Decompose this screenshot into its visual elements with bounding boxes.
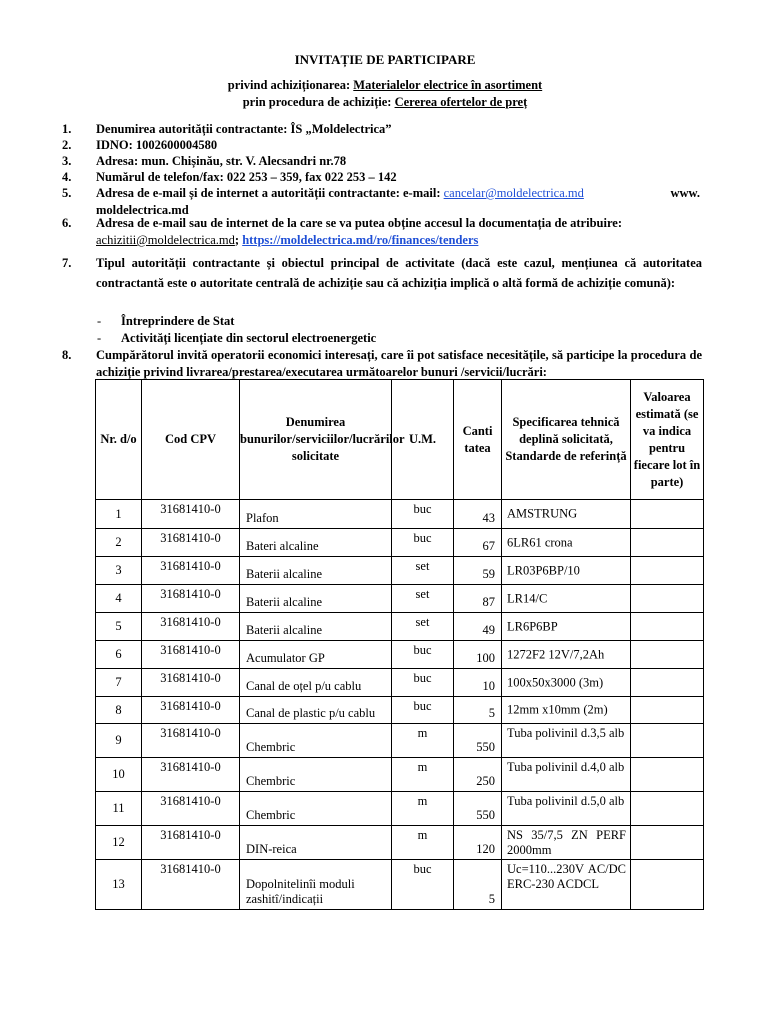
cell-qty <box>454 585 502 613</box>
item-text: Adresa de e-mail sau de internet de la care se va putea obține accesul la documentația de atribuire: <box>96 216 622 230</box>
cell-spec <box>502 758 631 792</box>
name-text: DIN-reica <box>246 842 297 856</box>
table-row <box>96 585 704 613</box>
um-text: buc <box>413 862 432 876</box>
qty-text: 550 <box>476 740 495 754</box>
cell-name <box>240 860 392 910</box>
item-number: 1. <box>62 122 72 136</box>
table-row <box>96 860 704 910</box>
cell-spec <box>502 613 631 641</box>
cell-value <box>631 758 704 792</box>
item-number: 6. <box>62 216 72 230</box>
cell-spec <box>502 529 631 557</box>
cell-nr <box>96 500 142 529</box>
cell-spec <box>502 585 631 613</box>
um-text: m <box>417 828 428 842</box>
cell-cpv <box>142 500 240 529</box>
cell-cpv <box>142 585 240 613</box>
name-text: Baterii alcaline <box>246 623 323 637</box>
item-text: Cumpărătorul invită operatorii economici interesați, care îi pot satisface necesitățile, să participe la procedura de achiziție privind livrarea/prestarea/executarea următoarelor bunuri /servicii/lucrări: <box>96 348 702 379</box>
procedure-value: Cererea ofertelor de preț <box>394 95 528 109</box>
table-row <box>96 826 704 860</box>
item-number: 7. <box>62 256 72 270</box>
item-text: Tipul autorității contractante și obiectul principal de activitate (dacă este cazul, mențiunea că autoritatea contractantă este o autoritate centrală de achiziție sau că achiziția implică o altă formă de achiziție comună): <box>96 256 702 290</box>
name-text: Baterii alcaline <box>246 567 323 581</box>
cpv-text: 31681410-0 <box>160 794 221 808</box>
qty-text: 67 <box>482 539 495 553</box>
table-row <box>96 500 704 529</box>
cell-spec <box>502 792 631 826</box>
email-link[interactable]: cancelar@moldelectrica.md <box>443 186 584 200</box>
cell-value <box>631 826 704 860</box>
cell-name <box>240 758 392 792</box>
table-row <box>96 758 704 792</box>
dash-marker: - <box>97 314 102 328</box>
cell-name <box>240 641 392 669</box>
cell-name <box>240 826 392 860</box>
cell-qty <box>454 529 502 557</box>
cell-name <box>240 613 392 641</box>
qty-text: 87 <box>482 595 495 609</box>
www-prefix: www. <box>670 186 700 200</box>
cell-qty <box>454 724 502 758</box>
item-authority-type <box>62 253 702 293</box>
cpv-text: 31681410-0 <box>160 699 221 713</box>
nr-text: 2 <box>115 535 122 549</box>
table-row <box>96 557 704 585</box>
spec-text: Tuba polivinil d.5,0 alb <box>507 794 625 808</box>
nr-text: 6 <box>115 647 122 661</box>
cell-um <box>392 557 454 585</box>
item-invitation <box>62 347 702 381</box>
spec-text: Uc=110...230V AC/DC ERC-230 ACDCL <box>507 862 626 891</box>
dash-item-licensed-activities <box>97 331 377 346</box>
table-row <box>96 613 704 641</box>
spec-text: LR03P6BP/10 <box>507 563 580 577</box>
cell-name <box>240 669 392 697</box>
nr-text: 3 <box>115 563 122 577</box>
item-text: Adresa de e-mail și de internet a autorității contractante: e-mail: <box>96 186 444 200</box>
um-text: m <box>417 794 428 808</box>
cell-qty <box>454 613 502 641</box>
cell-spec <box>502 860 631 910</box>
dash-item-state-enterprise <box>97 314 235 329</box>
cell-value <box>631 641 704 669</box>
table-row <box>96 529 704 557</box>
cpv-text: 31681410-0 <box>160 862 221 876</box>
item-authority-name <box>62 121 702 138</box>
separator: ; <box>234 233 243 247</box>
cell-nr <box>96 669 142 697</box>
nr-text: 9 <box>115 733 122 747</box>
qty-text: 49 <box>482 623 495 637</box>
cell-cpv <box>142 557 240 585</box>
cell-um <box>392 724 454 758</box>
nr-text: 1 <box>115 506 122 521</box>
nr-text: 8 <box>115 702 122 717</box>
item-text: Adresa: mun. Chișinău, str. V. Alecsandri nr.78 <box>96 154 347 168</box>
cell-qty <box>454 500 502 529</box>
cell-cpv <box>142 613 240 641</box>
website-text: moldelectrica.md <box>96 203 189 217</box>
cell-spec <box>502 826 631 860</box>
subject-line <box>0 78 770 93</box>
cell-value <box>631 792 704 826</box>
cell-um <box>392 500 454 529</box>
table-row <box>96 792 704 826</box>
dash-text: Activități licențiate din sectorul electroenergetic <box>121 331 377 345</box>
name-text: Bateri alcaline <box>246 539 319 553</box>
header-spec: Specificarea tehnică deplină solicitată, Standarde de referință <box>502 380 631 500</box>
name-text: Dopolnitelinîi moduli zashitî/indicații <box>246 877 355 906</box>
subject-prefix: privind achiziționarea: <box>227 78 354 92</box>
cell-spec <box>502 669 631 697</box>
cpv-text: 31681410-0 <box>160 643 221 657</box>
nr-text: 4 <box>115 591 122 605</box>
cell-name <box>240 557 392 585</box>
item-number: 4. <box>62 170 72 184</box>
name-text: Acumulator GP <box>246 651 325 665</box>
cell-name <box>240 697 392 724</box>
procurement-table <box>95 379 704 910</box>
cell-um <box>392 697 454 724</box>
cell-um <box>392 613 454 641</box>
um-text: buc <box>413 643 432 657</box>
cell-nr <box>96 860 142 910</box>
cpv-text: 31681410-0 <box>160 559 221 573</box>
spec-text: 6LR61 crona <box>507 535 573 549</box>
spec-text: NS 35/7,5 ZN PERF 2000mm <box>507 828 626 857</box>
um-text: set <box>415 615 430 629</box>
cpv-text: 31681410-0 <box>160 828 221 842</box>
cell-nr <box>96 724 142 758</box>
header-value: Valoarea estimată (se va indica pentru fiecare lot în parte) <box>631 380 704 500</box>
cell-value <box>631 585 704 613</box>
cell-um <box>392 860 454 910</box>
table-header-row <box>96 380 704 500</box>
um-text: m <box>417 760 428 774</box>
cell-value <box>631 860 704 910</box>
cell-um <box>392 826 454 860</box>
cpv-text: 31681410-0 <box>160 726 221 740</box>
spec-text: 1272F2 12V/7,2Ah <box>507 647 605 661</box>
name-text: Plafon <box>246 511 279 525</box>
cell-cpv <box>142 669 240 697</box>
um-text: m <box>417 726 428 740</box>
cell-nr <box>96 557 142 585</box>
name-text: Canal de oțel p/u cablu <box>246 679 362 693</box>
cell-cpv <box>142 724 240 758</box>
cell-um <box>392 758 454 792</box>
spec-text: 12mm x10mm (2m) <box>507 702 608 717</box>
cell-name <box>240 500 392 529</box>
dash-text: Întreprindere de Stat <box>121 314 235 328</box>
header-qty: Canti tatea <box>454 380 502 500</box>
procedure-line <box>0 95 770 110</box>
cpv-text: 31681410-0 <box>160 531 221 545</box>
cell-value <box>631 529 704 557</box>
cpv-text: 31681410-0 <box>160 671 221 685</box>
cell-um <box>392 585 454 613</box>
cell-spec <box>502 697 631 724</box>
cell-cpv <box>142 758 240 792</box>
cell-cpv <box>142 529 240 557</box>
cell-value <box>631 557 704 585</box>
cell-value <box>631 724 704 758</box>
cell-nr <box>96 826 142 860</box>
qty-text: 100 <box>476 651 495 665</box>
cell-cpv <box>142 641 240 669</box>
item-documentation-access <box>62 215 702 249</box>
cpv-text: 31681410-0 <box>160 587 221 601</box>
um-text: buc <box>413 699 432 713</box>
cell-um <box>392 792 454 826</box>
item-number: 8. <box>62 348 72 362</box>
cpv-text: 31681410-0 <box>160 502 221 516</box>
name-text: Chembric <box>246 808 296 822</box>
um-text: buc <box>413 671 432 685</box>
item-idno <box>62 137 702 154</box>
nr-text: 7 <box>115 675 122 689</box>
cell-name <box>240 529 392 557</box>
document-title: INVITAȚIE DE PARTICIPARE <box>294 52 476 67</box>
cell-qty <box>454 792 502 826</box>
um-text: buc <box>413 502 432 516</box>
item-number: 2. <box>62 138 72 152</box>
nr-text: 11 <box>112 801 125 815</box>
item-email-web <box>62 185 702 219</box>
cell-nr <box>96 613 142 641</box>
cell-um <box>392 669 454 697</box>
cell-name <box>240 585 392 613</box>
cell-nr <box>96 529 142 557</box>
um-text: buc <box>413 531 432 545</box>
cell-qty <box>454 557 502 585</box>
nr-text: 12 <box>112 835 125 849</box>
cell-cpv <box>142 792 240 826</box>
cell-value <box>631 500 704 529</box>
name-text: Canal de plastic p/u cablu <box>246 706 376 720</box>
qty-text: 5 <box>488 706 495 720</box>
item-phone <box>62 169 702 186</box>
procedure-prefix: prin procedura de achiziție: <box>242 95 395 109</box>
tenders-url-link[interactable]: https://moldelectrica.md/ro/finances/tenders <box>242 233 479 247</box>
procurement-email-link[interactable]: achizitii@moldelectrica.md <box>96 233 235 247</box>
spec-text: Tuba polivinil d.4,0 alb <box>507 760 625 774</box>
item-text: Numărul de telefon/fax: 022 253 – 359, fax 022 253 – 142 <box>96 170 397 184</box>
cell-value <box>631 669 704 697</box>
cell-spec <box>502 641 631 669</box>
item-number: 3. <box>62 154 72 168</box>
cell-value <box>631 697 704 724</box>
cell-nr <box>96 641 142 669</box>
cell-value <box>631 613 704 641</box>
cell-nr <box>96 585 142 613</box>
cell-um <box>392 641 454 669</box>
name-text: Baterii alcaline <box>246 595 323 609</box>
cell-qty <box>454 826 502 860</box>
subject-value: Materialelor electrice în asortiment <box>353 78 543 92</box>
cell-qty <box>454 641 502 669</box>
spec-text: AMSTRUNG <box>507 506 578 521</box>
spec-text: Tuba polivinil d.3,5 alb <box>507 726 625 740</box>
item-text: Denumirea autorității contractante: ÎS „Moldelectrica” <box>96 122 392 136</box>
cell-nr <box>96 758 142 792</box>
item-address <box>62 153 702 170</box>
cell-spec <box>502 557 631 585</box>
header-cpv: Cod CPV <box>142 380 240 500</box>
cell-cpv <box>142 826 240 860</box>
item-number: 5. <box>62 186 72 200</box>
qty-text: 550 <box>476 808 495 822</box>
cell-qty <box>454 697 502 724</box>
cell-cpv <box>142 860 240 910</box>
table-row <box>96 669 704 697</box>
cell-qty <box>454 669 502 697</box>
name-text: Chembric <box>246 740 296 754</box>
header-um: U.M. <box>392 380 454 500</box>
qty-text: 10 <box>482 679 495 693</box>
cell-cpv <box>142 697 240 724</box>
qty-text: 250 <box>476 774 495 788</box>
table-row <box>96 697 704 724</box>
cpv-text: 31681410-0 <box>160 615 221 629</box>
cell-name <box>240 792 392 826</box>
cell-nr <box>96 792 142 826</box>
spec-text: LR14/C <box>507 591 548 605</box>
qty-text: 59 <box>482 567 495 581</box>
nr-text: 5 <box>115 619 122 633</box>
dash-marker: - <box>97 331 102 345</box>
cell-spec <box>502 724 631 758</box>
cpv-text: 31681410-0 <box>160 760 221 774</box>
um-text: set <box>415 559 430 573</box>
spec-text: LR6P6BP <box>507 619 558 633</box>
cell-name <box>240 724 392 758</box>
cell-spec <box>502 500 631 529</box>
item-text: IDNO: 1002600004580 <box>96 138 218 152</box>
cell-nr <box>96 697 142 724</box>
qty-text: 120 <box>476 842 495 856</box>
qty-text: 5 <box>488 892 495 906</box>
header-nr: Nr. d/o <box>96 380 142 500</box>
table-row <box>96 724 704 758</box>
cell-um <box>392 529 454 557</box>
spec-text: 100x50x3000 (3m) <box>507 675 604 689</box>
header-name: Denumirea bunurilor/serviciilor/lucrărilor solicitate <box>240 380 392 500</box>
name-text: Chembric <box>246 774 296 788</box>
cell-qty <box>454 758 502 792</box>
um-text: set <box>415 587 430 601</box>
table-row <box>96 641 704 669</box>
nr-text: 10 <box>112 767 125 781</box>
nr-text: 13 <box>112 877 125 891</box>
qty-text: 43 <box>482 511 495 525</box>
cell-qty <box>454 860 502 910</box>
